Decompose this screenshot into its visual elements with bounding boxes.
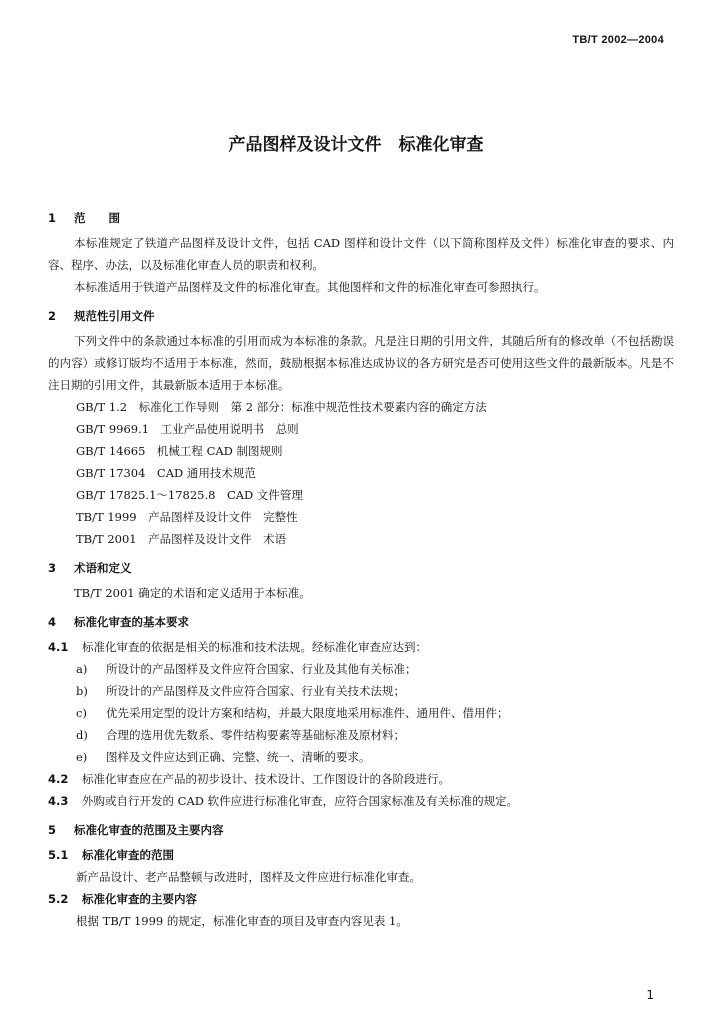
- clause-title: 标准化审查的范围: [82, 848, 174, 862]
- clause-text: 根据 TB/T 1999 的规定，标准化审查的项目及审查内容见表 1。: [76, 914, 408, 928]
- clause-4-2: [48, 768, 674, 790]
- section-title: 规范性引用文件: [74, 309, 155, 323]
- list-item: [48, 702, 674, 724]
- section-title: 标准化审查的范围及主要内容: [74, 823, 224, 837]
- list-item: [48, 680, 674, 702]
- reference-item: TB/T 2001 产品图样及设计文件 术语: [76, 532, 287, 546]
- list-text: 图样及文件应达到正确、完整、统一、清晰的要求。: [106, 750, 371, 764]
- reference-item: GB/T 14665 机械工程 CAD 制图规则: [76, 444, 283, 458]
- section-5-heading: [48, 820, 674, 840]
- paragraph: 本标准规定了铁道产品图样及设计文件，包括 CAD 图样和设计文件（以下简称图样及文件）标准化审查的要求、内容、程序、办法，以及标准化审查人员的职责和权利。: [48, 236, 674, 272]
- list-item: [48, 658, 674, 680]
- section-title: 术语和定义: [74, 561, 132, 575]
- section-title: 范 围: [74, 211, 121, 225]
- reference-item: GB/T 17304 CAD 通用技术规范: [76, 466, 256, 480]
- list-item: [48, 724, 674, 746]
- clause-number: 4.1: [48, 640, 69, 654]
- clause-4-3: [48, 790, 674, 812]
- section-number: 2: [48, 309, 57, 323]
- paragraph: 下列文件中的条款通过本标准的引用而成为本标准的条款。凡是注日期的引用文件，其随后所有的修改单（不包括勘误的内容）或修订版均不适用于本标准，然而，鼓励根据本标准达成协议的各方研究是否可使用这些文件的最新版本。凡是不注日期的引用文件，其最新版本适用于本标准。: [48, 334, 674, 392]
- section-1-heading: [48, 208, 674, 228]
- clause-4-1: [48, 636, 674, 658]
- standard-number: TB/T 2002—2004: [572, 34, 664, 46]
- list-item: [48, 746, 674, 768]
- list-text: 优先采用定型的设计方案和结构，并最大限度地采用标准件、通用件、借用件；: [106, 706, 509, 720]
- clause-text: 标准化审查的依据是相关的标准和技术法规。经标准化审查应达到：: [82, 640, 427, 654]
- list-marker: a): [76, 662, 88, 676]
- page-number: 1: [646, 988, 654, 1002]
- section-2-heading: [48, 306, 674, 326]
- reference-item: TB/T 1999 产品图样及设计文件 完整性: [76, 510, 298, 524]
- clause-5-1: [48, 844, 674, 866]
- section-number: 4: [48, 615, 57, 629]
- list-text: 合理的选用优先数系、零件结构要素等基础标准及原材料；: [106, 728, 405, 742]
- section-number: 1: [48, 211, 57, 225]
- list-marker: b): [76, 684, 88, 698]
- section-title: 标准化审查的基本要求: [74, 615, 190, 629]
- paragraph: TB/T 2001 确定的术语和定义适用于本标准。: [74, 586, 311, 600]
- clause-number: 4.3: [48, 794, 69, 808]
- list-text: 所设计的产品图样及文件应符合国家、行业及其他有关标准；: [106, 662, 417, 676]
- clause-title: 标准化审查的主要内容: [82, 892, 197, 906]
- list-marker: d): [76, 728, 88, 742]
- section-4-heading: [48, 612, 674, 632]
- list-marker: c): [76, 706, 87, 720]
- list-marker: e): [76, 750, 88, 764]
- document-title: 产品图样及设计文件 标准化审查: [228, 135, 484, 155]
- document-body: [48, 208, 674, 932]
- clause-5-2: [48, 888, 674, 910]
- clause-text: 标准化审查应在产品的初步设计、技术设计、工作图设计的各阶段进行。: [82, 772, 450, 786]
- section-number: 5: [48, 823, 57, 837]
- reference-item: GB/T 1.2 标准化工作导则 第 2 部分：标准中规范性技术要素内容的确定方法: [76, 400, 487, 414]
- clause-number: 4.2: [48, 772, 69, 786]
- section-3-heading: [48, 558, 674, 578]
- paragraph: 本标准适用于铁道产品图样及文件的标准化审查。其他图样和文件的标准化审查可参照执行。: [74, 280, 546, 294]
- reference-item: GB/T 17825.1～17825.8 CAD 文件管理: [76, 488, 303, 502]
- clause-number: 5.2: [48, 892, 69, 906]
- clause-text: 外购或自行开发的 CAD 软件应进行标准化审查，应符合国家标准及有关标准的规定。: [82, 794, 519, 808]
- list-text: 所设计的产品图样及文件应符合国家、行业有关技术法规；: [106, 684, 405, 698]
- section-number: 3: [48, 561, 57, 575]
- reference-item: GB/T 9969.1 工业产品使用说明书 总则: [76, 422, 299, 436]
- clause-text: 新产品设计、老产品整顿与改进时，图样及文件应进行标准化审查。: [76, 870, 421, 884]
- clause-number: 5.1: [48, 848, 69, 862]
